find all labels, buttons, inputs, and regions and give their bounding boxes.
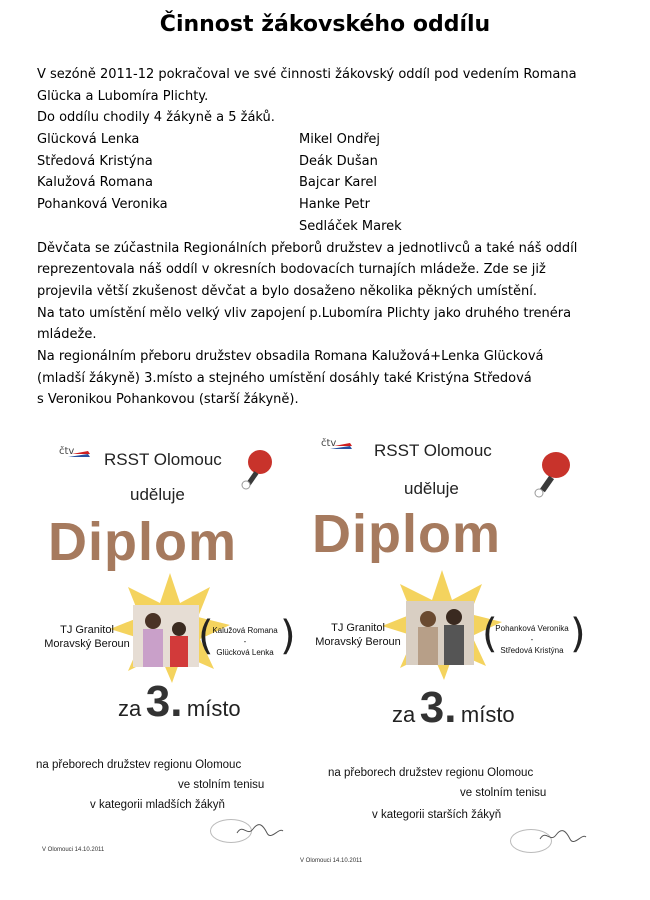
svg-text:čtv: čtv xyxy=(321,438,337,449)
paragraph-line: Na regionálním přeboru družstev obsadila Romana Kalužová+Lenka Glücková xyxy=(37,349,544,365)
description-line: na přeborech družstev regionu Olomouc xyxy=(36,759,242,771)
paren-right: ) xyxy=(280,613,296,659)
svg-text:čtv: čtv xyxy=(59,446,75,457)
boy-name: Mikel Ondřej xyxy=(299,132,381,148)
paragraph-line: s Veronikou Pohankovou (starší žákyně). xyxy=(37,392,299,408)
girl-name xyxy=(37,216,299,238)
page-title: Činnost žákovského oddílu xyxy=(159,12,491,37)
signature-icon xyxy=(538,827,588,845)
paragraph-line: (mladší žákyně) 3.místo a stejného umístění dosáhly také Kristýna Středová xyxy=(37,370,532,386)
paragraph-line: reprezentovala náš oddíl v okresních bodovacích turnajích mládeže. Zde se již xyxy=(37,262,546,278)
girl-name: Kalužová Romana xyxy=(37,175,153,191)
diplom-heading: Diplom xyxy=(312,504,501,564)
paragraph-line: Na tato umístění mělo velký vliv zapojení p.Lubomíra Plichty jako druhého trenéra xyxy=(37,305,572,321)
paragraph-line: projevila větší zkušenost děvčat a bylo dosaženo několika pěkných umístění. xyxy=(37,283,537,299)
date: V Olomouci 14.10.2011 xyxy=(300,858,363,864)
org-name: RSST Olomouc xyxy=(104,450,222,469)
paragraph-line: Děvčata se zúčastnila Regionálních přeborů družstev a jednotlivců a také náš oddíl xyxy=(37,240,578,256)
grants-text: uděluje xyxy=(130,485,185,504)
paren-right: ) xyxy=(570,611,586,657)
intro-line: V sezóně 2011-12 pokračoval ve své činnosti žákovský oddíl pod vedením Romana xyxy=(37,67,577,82)
date: V Olomouci 14.10.2011 xyxy=(42,847,105,853)
winners: Pohanková Veronika - Středová Kristýna xyxy=(495,624,569,655)
diploma-younger xyxy=(30,425,305,865)
table-tennis-paddle-icon xyxy=(240,449,274,493)
csts-logo-icon xyxy=(58,443,90,459)
diploma-older xyxy=(300,425,600,865)
club-name: TJ Granitol Moravský Beroun xyxy=(315,622,401,648)
description-line: na přeborech družstev regionu Olomouc xyxy=(328,767,534,779)
description-line: ve stolním tenisu xyxy=(460,787,547,799)
winners: Kalužová Romana - Glücková Lenka xyxy=(212,626,278,657)
description-line: v kategorii starších žákyň xyxy=(372,809,502,821)
signature-icon xyxy=(235,821,285,839)
club-name: TJ Granitol Moravský Beroun xyxy=(44,624,130,650)
article-body xyxy=(37,64,637,411)
description-line: v kategorii mladších žákyň xyxy=(90,799,225,811)
boy-name: Sedláček Marek xyxy=(299,218,402,234)
boy-name: Bajcar Karel xyxy=(299,175,378,191)
girl-name: Středová Kristýna xyxy=(37,153,153,169)
paren-left: ( xyxy=(482,611,498,657)
girl-name: Glücková Lenka xyxy=(37,132,140,148)
boy-name: Hanke Petr xyxy=(299,197,370,213)
member-list xyxy=(37,129,637,237)
photo-girls xyxy=(133,605,199,667)
boy-name: Deák Dušan xyxy=(299,153,378,169)
csts-logo-icon xyxy=(320,435,352,451)
girl-name: Pohanková Veronika xyxy=(37,197,168,213)
intro-line: Glücka a Lubomíra Plichty. xyxy=(37,88,209,104)
org-name: RSST Olomouc xyxy=(374,441,492,460)
placement: za 3. místo xyxy=(118,677,241,726)
photo-girls xyxy=(406,601,474,665)
paren-left: ( xyxy=(198,613,214,659)
placement: za 3. místo xyxy=(392,683,515,732)
diplom-heading: Diplom xyxy=(48,512,237,572)
description-line: ve stolním tenisu xyxy=(178,779,265,791)
table-tennis-paddle-icon xyxy=(532,451,572,501)
grants-text: uděluje xyxy=(404,479,459,498)
paragraph-line: mládeže. xyxy=(37,327,97,343)
intro-line: Do oddílu chodily 4 žákyně a 5 žáků. xyxy=(37,110,275,126)
